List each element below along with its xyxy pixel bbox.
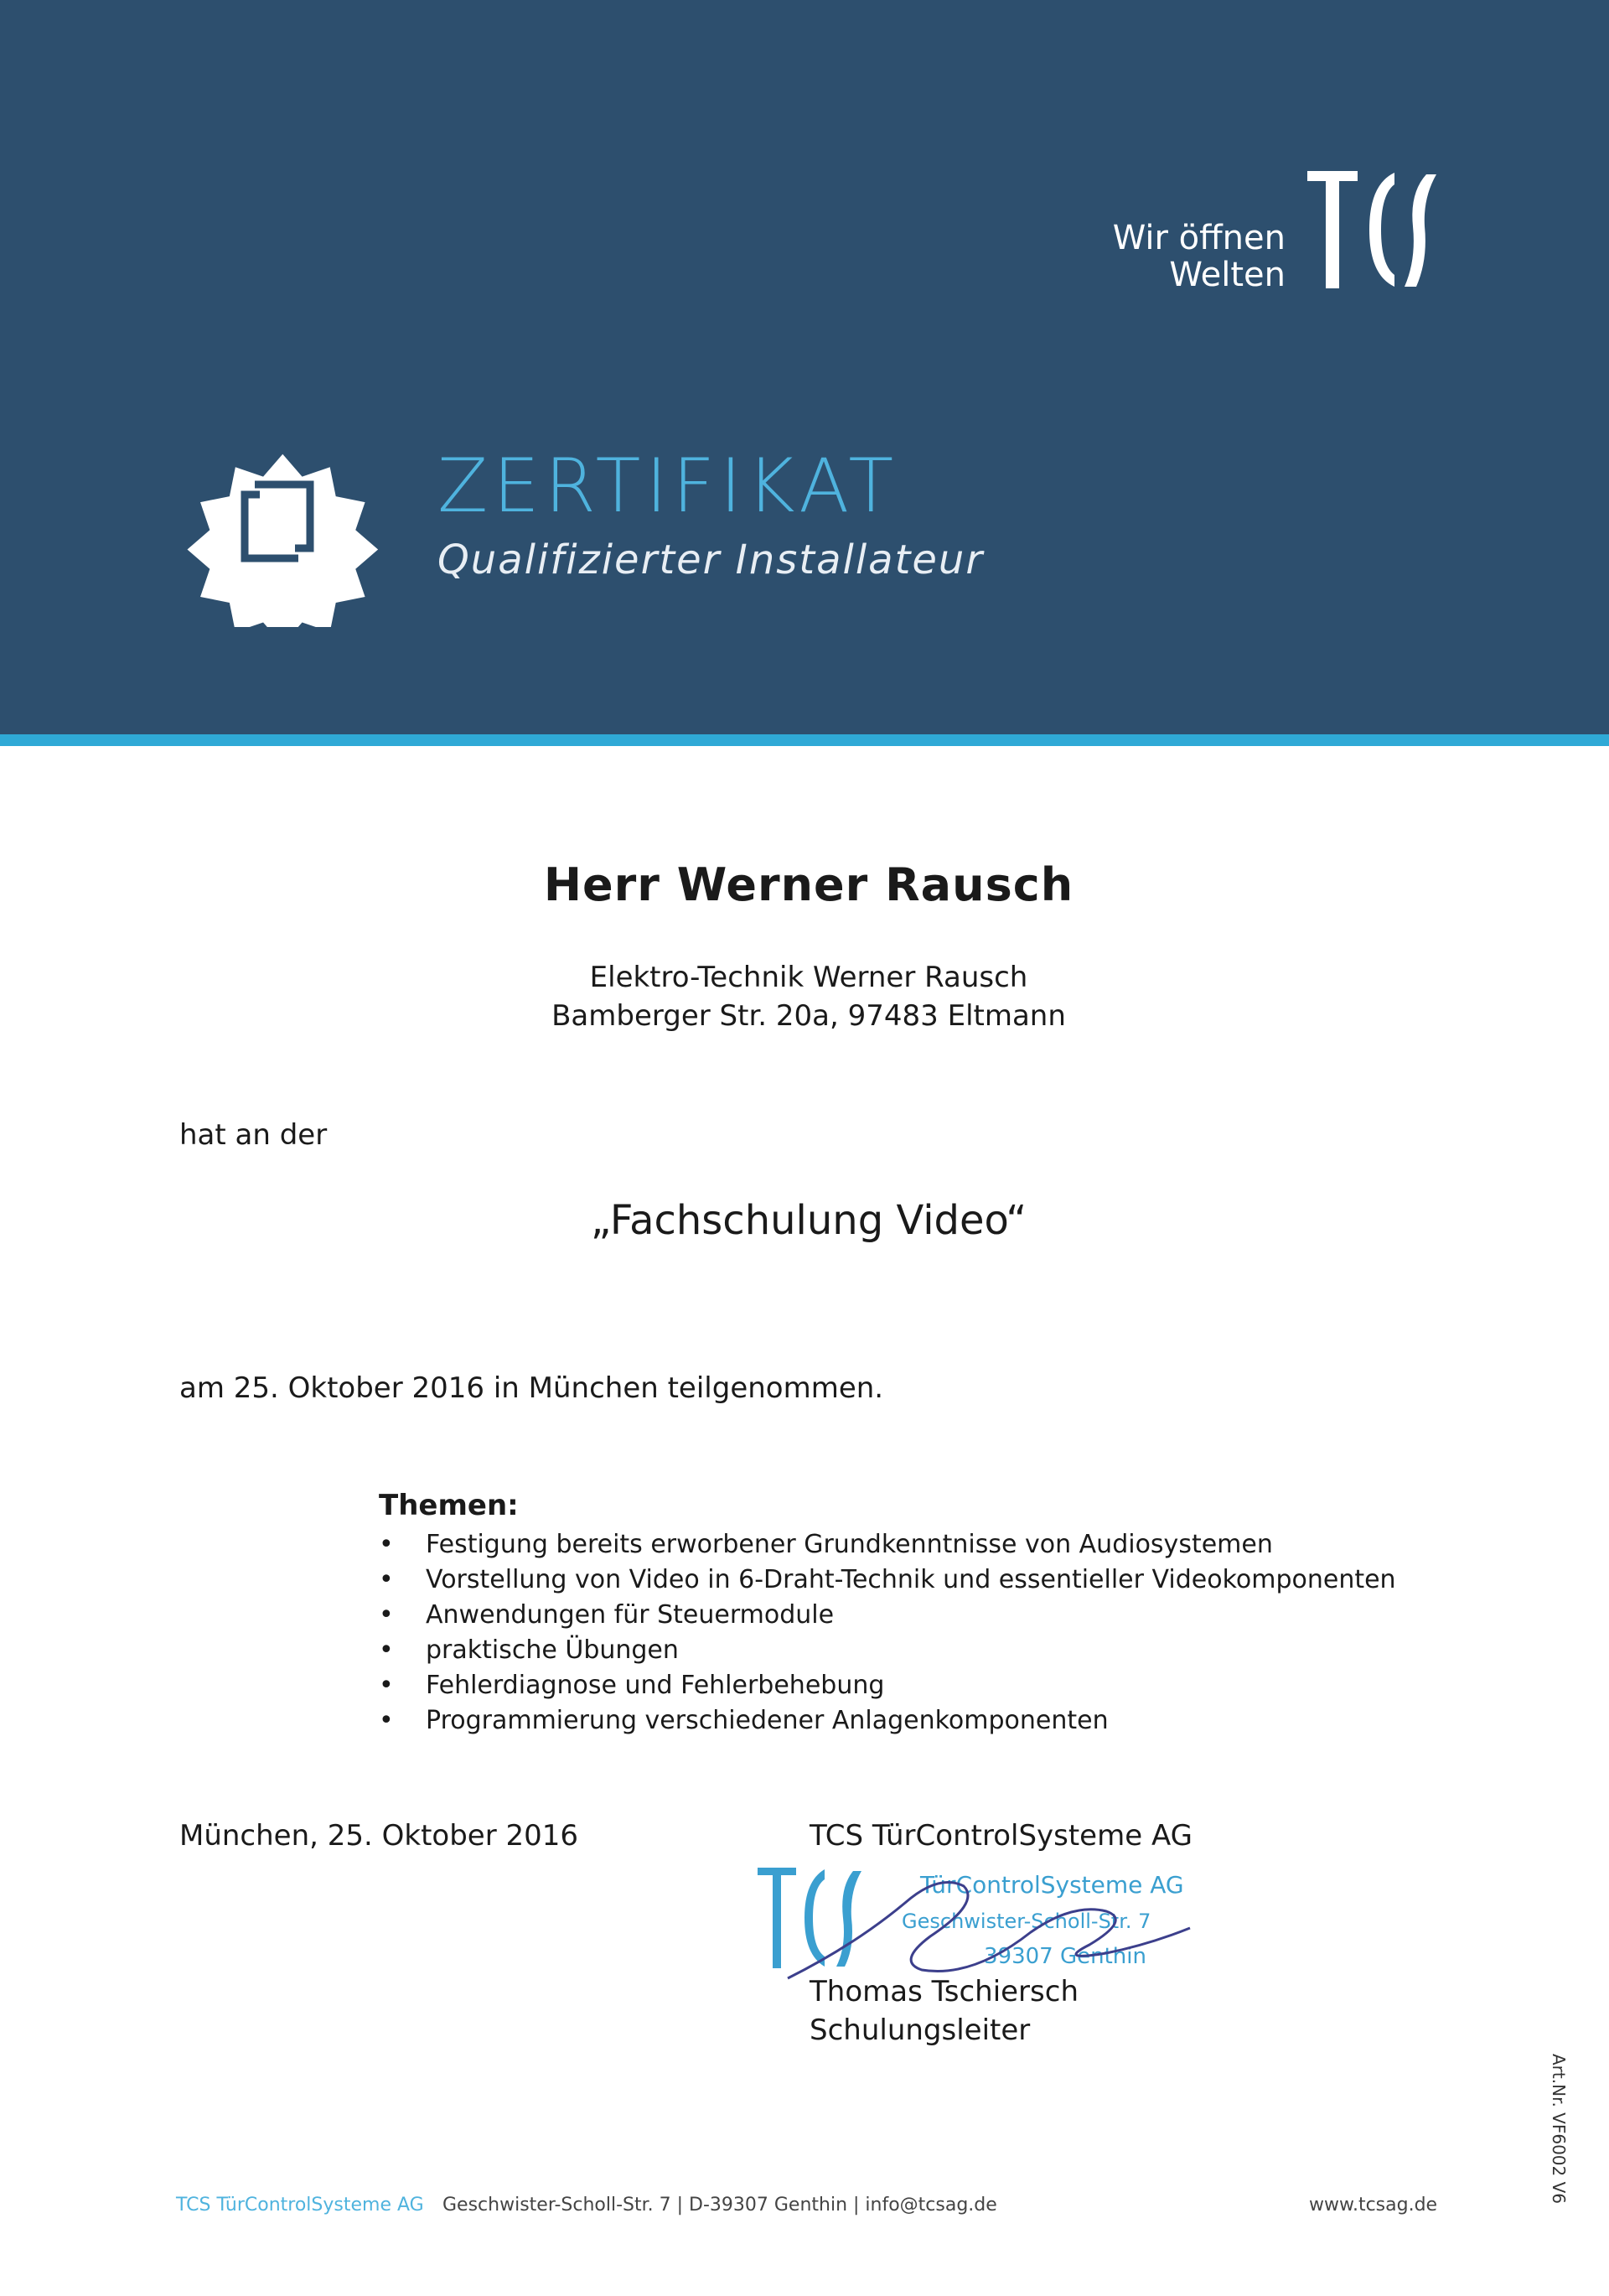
certificate-subtitle: Qualifizierter Installateur: [437, 536, 985, 583]
list-item: [379, 1703, 1396, 1739]
topics-section: [379, 1489, 1396, 1739]
course-title: „Fachschulung Video“: [590, 1197, 1027, 1244]
topic-text: Programmierung verschiedener Anlagenkomponenten: [426, 1706, 1109, 1735]
signer-name: Thomas Tschiersch: [810, 1975, 1079, 2008]
topic-text: Vorstellung von Video in 6-Draht-Technik und essentieller Videokomponenten: [426, 1565, 1396, 1594]
intro-text: hat an der: [179, 1118, 328, 1152]
slogan-line-2: Welten: [1169, 256, 1286, 294]
article-number: Art.Nr. VF6002 V6: [1549, 2054, 1569, 2205]
bullet-icon: •: [379, 1671, 394, 1700]
topic-text: Anwendungen für Steuermodule: [426, 1600, 835, 1630]
bullet-icon: •: [379, 1565, 394, 1594]
list-item: [379, 1563, 1396, 1598]
slogan-line-1: Wir öffnen: [1112, 219, 1286, 257]
topics-list: [379, 1527, 1396, 1739]
tcs-logo: [1301, 168, 1443, 293]
footer-company: TCS TürControlSysteme AG: [176, 2195, 424, 2216]
topic-text: Festigung bereits erworbener Grundkenntnisse von Audiosystemen: [426, 1530, 1273, 1559]
bullet-icon: •: [379, 1600, 394, 1630]
topics-title: Themen:: [379, 1489, 519, 1522]
participation-date: am 25. Oktober 2016 in München teilgenommen.: [179, 1371, 884, 1405]
header-accent-stripe: [0, 734, 1609, 746]
stamp-line-2: Geschwister-Scholl-Str. 7: [902, 1910, 1151, 1933]
footer-address: Geschwister-Scholl-Str. 7 | D-39307 Genthin | info@tcsag.de: [442, 2195, 997, 2216]
stamp-line-1: TürControlSysteme AG: [920, 1871, 1184, 1899]
topic-text: praktische Übungen: [426, 1635, 679, 1665]
recipient-name: Herr Werner Rausch: [543, 858, 1074, 911]
list-item: [379, 1527, 1396, 1563]
bullet-icon: •: [379, 1706, 394, 1735]
signer-role: Schulungsleiter: [810, 2014, 1031, 2047]
list-item: [379, 1598, 1396, 1633]
recipient-address: Bamberger Str. 20a, 97483 Eltmann: [551, 999, 1066, 1033]
list-item: [379, 1668, 1396, 1703]
recipient-company: Elektro-Technik Werner Rausch: [589, 961, 1028, 994]
bullet-icon: •: [379, 1635, 394, 1665]
slogan: [1113, 220, 1286, 293]
certificate-seal-icon: [173, 417, 382, 627]
topic-text: Fehlerdiagnose und Fehlerbehebung: [426, 1671, 885, 1700]
issuing-company: TCS TürControlSysteme AG: [810, 1819, 1193, 1853]
footer-website: www.tcsag.de: [1309, 2195, 1438, 2216]
company-stamp: [754, 1853, 1224, 1987]
list-item: [379, 1633, 1396, 1668]
bullet-icon: •: [379, 1530, 394, 1559]
certificate-title: ZERTIFIKAT: [437, 443, 899, 529]
place-and-date: München, 25. Oktober 2016: [179, 1819, 579, 1853]
stamp-line-3: 39307 Genthin: [984, 1944, 1146, 1969]
